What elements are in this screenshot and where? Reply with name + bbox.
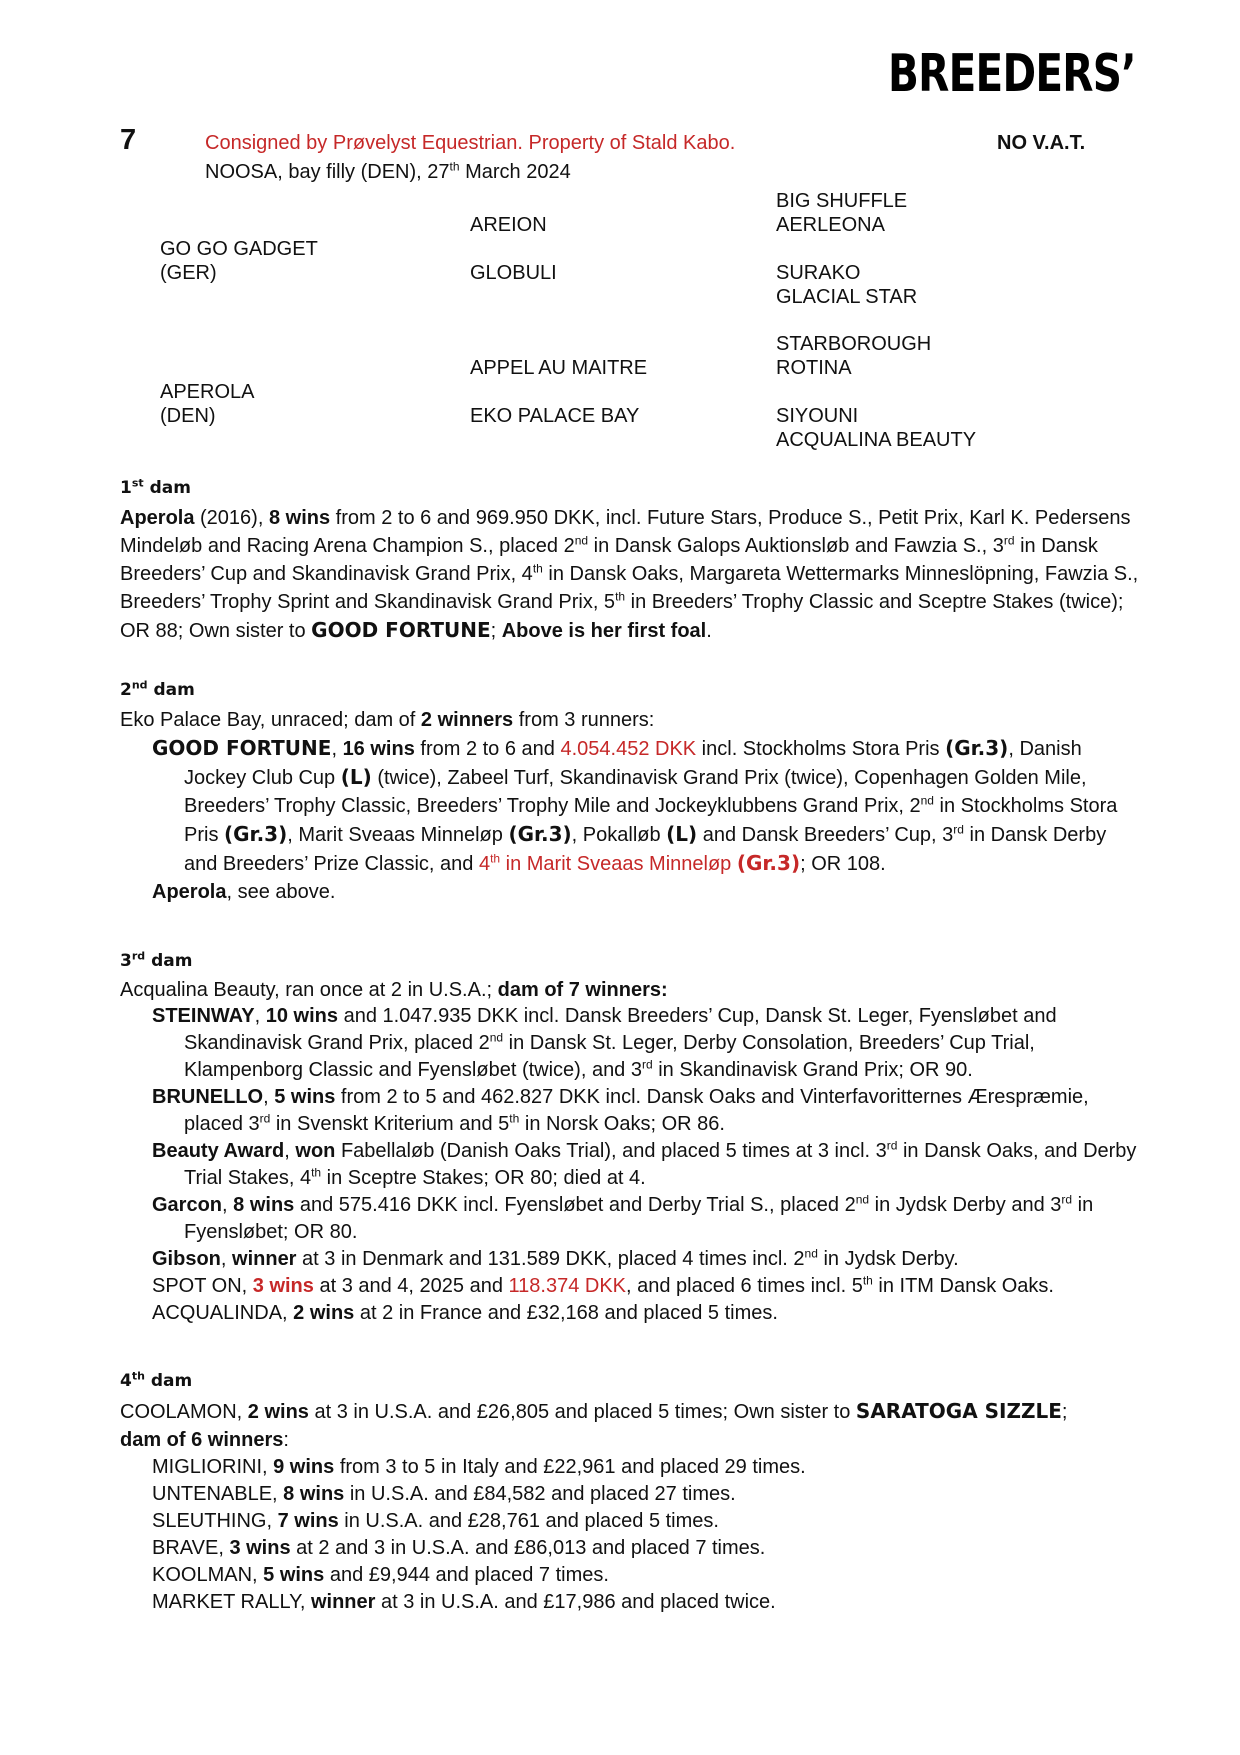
pedigree-dam: APEROLA — [160, 381, 255, 403]
third-dam-section — [120, 951, 1140, 1327]
progeny-steinway: STEINWAY, 10 wins and 1.047.935 DKK incl. Dansk Breeders’ Cup, Dansk St. Leger, Fyensløbet and Skandinavisk Grand Prix, placed 2nd in Dansk St. Leger, Derby Consolation, Breeders’ Cup Trial, Klampenborg Classic and Fyensløbet (twice), and 3rd in Skandinavisk Grand Prix; OR 90. — [152, 1005, 1057, 1081]
first-dam-section — [120, 478, 1140, 645]
pedigree-sire: GO GO GADGET — [160, 238, 318, 260]
first-dam-text: Aperola (2016), 8 wins from 2 to 6 and 969.950 DKK, incl. Future Stars, Produce S., Petit Prix, Karl K. Pedersens Mindeløb and Racing Arena Champion S., placed 2nd in Dansk Galops Auktionsløb and Fawzia S., 3rd in Dansk Breeders’ Cup and Skandinavisk Grand Prix, 4th in Dansk Oaks, Margareta Wettermarks Minneslöpning, Fawzia S., Breeders’ Trophy Sprint and Skandinavisk Grand Prix, 5th in Breeders’ Trophy Classic and Sceptre Stakes (twice); OR 88; Own sister to GOOD FORTUNE; Above is her first foal. — [120, 507, 1139, 642]
pedigree-dam-dam: EKO PALACE BAY — [470, 405, 640, 427]
pedigree-ggsire-3: STARBOROUGH — [776, 333, 932, 355]
lot-number: 7 — [120, 124, 137, 156]
progeny-list-item: UNTENABLE, 8 wins in U.S.A. and £84,582 and placed 27 times. — [152, 1483, 736, 1505]
progeny-list-item: SLEUTHING, 7 wins in U.S.A. and £28,761 and placed 5 times. — [152, 1510, 719, 1532]
progeny-brunello: BRUNELLO, 5 wins from 2 to 5 and 462.827 DKK incl. Dansk Oaks and Vinterfavoritternes Ærespræmie, placed 3rd in Svenskt Kriterium and 5th in Norsk Oaks; OR 86. — [152, 1086, 1089, 1135]
progeny-beauty-award: Beauty Award, won Fabellaløb (Danish Oaks Trial), and placed 5 times at 3 incl. 3rd in Dansk Oaks, and Derby Trial Stakes, 4th in Sceptre Stakes; OR 80; died at 4. — [152, 1138, 1137, 1189]
progeny-list-item: MARKET RALLY, winner at 3 in U.S.A. and £17,986 and placed twice. — [152, 1591, 776, 1613]
pedigree-sire-sire: AREION — [470, 214, 547, 236]
pedigree-ggsire-1: BIG SHUFFLE — [776, 190, 908, 212]
horse-description: NOOSA, bay filly (DEN), 27th March 2024 — [205, 159, 571, 183]
progeny-gibson: Gibson, winner at 3 in Denmark and 131.589 DKK, placed 4 times incl. 2nd in Jydsk Derby. — [152, 1246, 959, 1270]
pedigree-dam-sire: APPEL AU MAITRE — [470, 357, 648, 379]
progeny-acqualinda: ACQUALINDA, 2 wins at 2 in France and £32,168 and placed 5 times. — [152, 1302, 778, 1324]
progeny-good-fortune: GOOD FORTUNE, 16 wins from 2 to 6 and 4.054.452 DKK incl. Stockholms Stora Pris (Gr.3), Danish Jockey Club Cup (L) (twice), Zabeel Turf, Skandinavisk Grand Prix (twice), Copenhagen Golden Mile, Breeders’ Trophy Classic, Breeders’ Trophy Mile and Jockeyklubbens Grand Prix, 2nd in Stockholms Stora Pris (Gr.3), Marit Sveaas Minneløp (Gr.3), Pokalløb (L) and Dansk Breeders’ Cup, 3rd in Dansk Derby and Breeders’ Prize Classic, and 4th in Marit Sveaas Minneløp (Gr.3); OR 108. — [152, 736, 1118, 875]
fourth-dam-section — [120, 1371, 1140, 1616]
pedigree-ggsire-2: SURAKO — [776, 262, 861, 284]
pedigree-ggsire-4: SIYOUNI — [776, 405, 859, 427]
second-dam-heading: 2nd dam — [120, 678, 195, 700]
pedigree-sire-country: (GER) — [160, 262, 217, 284]
fourth-dam-intro: COOLAMON, 2 wins at 3 in U.S.A. and £26,805 and placed 5 times; Own sister to SARATOGA SIZZLE; dam of 6 winners: — [120, 1399, 1068, 1451]
pedigree-ggdam-2: GLACIAL STAR — [776, 286, 918, 308]
pedigree-ggdam-4: ACQUALINA BEAUTY — [776, 429, 977, 451]
progeny-spot-on: SPOT ON, 3 wins at 3 and 4, 2025 and 118.374 DKK, and placed 6 times incl. 5th in ITM Dansk Oaks. — [152, 1273, 1054, 1297]
breeders-logo: BREEDERS’ — [888, 44, 1136, 104]
pedigree-dam-country: (DEN) — [160, 405, 216, 427]
pedigree-ggdam-3: ROTINA — [776, 357, 852, 379]
third-dam-heading: 3rd dam — [120, 949, 193, 971]
third-dam-intro: Acqualina Beauty, ran once at 2 in U.S.A.; dam of 7 winners: — [120, 979, 668, 1001]
pedigree-ggdam-1: AERLEONA — [776, 214, 885, 236]
progeny-list-item: KOOLMAN, 5 wins and £9,944 and placed 7 times. — [152, 1564, 609, 1586]
vat-label: NO V.A.T. — [997, 132, 1086, 154]
consignor-line: Consigned by Prøvelyst Equestrian. Property of Stald Kabo. — [205, 132, 736, 154]
progeny-garcon: Garcon, 8 wins and 575.416 DKK incl. Fyensløbet and Derby Trial S., placed 2nd in Jydsk Derby and 3rd in Fyensløbet; OR 80. — [152, 1192, 1094, 1243]
pedigree-sire-dam: GLOBULI — [470, 262, 557, 284]
progeny-aperola: Aperola, see above. — [152, 881, 336, 903]
fourth-dam-heading: 4th dam — [120, 1369, 193, 1391]
progeny-list-item: MIGLIORINI, 9 wins from 3 to 5 in Italy and £22,961 and placed 29 times. — [152, 1456, 806, 1478]
second-dam-intro: Eko Palace Bay, unraced; dam of 2 winners from 3 runners: — [120, 709, 655, 731]
first-dam-heading: 1st dam — [120, 476, 191, 498]
progeny-list-item: BRAVE, 3 wins at 2 and 3 in U.S.A. and £86,013 and placed 7 times. — [152, 1537, 766, 1559]
second-dam-section — [120, 680, 1140, 906]
